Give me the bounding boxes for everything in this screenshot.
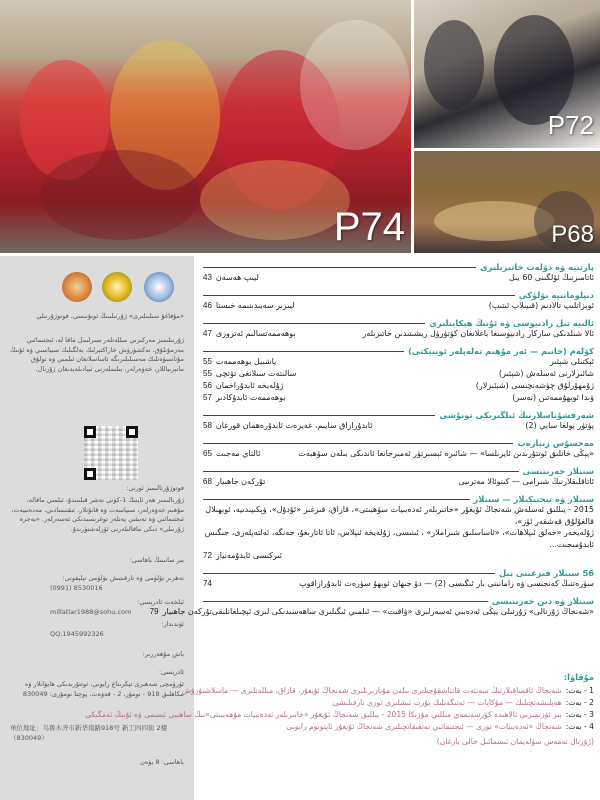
section-divider (203, 415, 435, 416)
toc-section-header (203, 466, 594, 476)
toc-entry-page: 56 (203, 381, 212, 390)
toc-section-header (203, 568, 594, 578)
price-note: باھاسى: 8 يۈەن (140, 758, 184, 766)
toc-multiline-text[interactable]: ژۇلەيخەر «خەلق ئىپلاھات»، «ئاساسلىق شىراملار» ، ئىنىسى، ژۇلەيخە ئىپلاس، ئاتا ئاتارىغۇ، جەنگە، ئەلتەپلەرى، جىگىس ئابدۇمىجىت... (204, 528, 594, 549)
toc-entry[interactable] (203, 476, 594, 488)
toc-entry-author: ئالتاي مەجىت (215, 449, 261, 458)
toc-entry-author: ژۇلەيخە ئابدۇراخمان (215, 381, 284, 390)
toc-entry-meta (203, 356, 276, 368)
toc-entry-meta-row (203, 550, 594, 562)
toc-section (203, 438, 594, 460)
toc-entry[interactable] (203, 392, 594, 404)
toc-entry-title: شائىرلارنى ئەسلەش (شېئىر) (498, 369, 594, 378)
qq-number[interactable]: QQ:1945992326 (50, 630, 104, 638)
toc-section-header (203, 410, 594, 420)
cover-row (181, 685, 594, 697)
toc-entry-title: ئاتامىزنىڭ ئۆلگىنى 60 يىل (508, 273, 594, 282)
toc-entry-meta (203, 392, 285, 404)
toc-entry-author: ئابدۇرازاق سايىم، غەيرەت ئابدۇرەھمان قورغان (215, 421, 373, 430)
toc-entry-title: ئوبزاتلىپ تالادىم (قىيىلاپ ئىتىپ) (488, 301, 594, 310)
toc-entry-author: سالىتەت سىلانغى تۆتچى (215, 369, 297, 378)
address-text: ئۈرۈمچى شەھىرى تېڭرىتاغ رايونى، ئوتتۇرىدىكى ھايۋانلار ۋە نىكاھلىق 918 - نومۇر، 2 - قەۋەت، پوچتا نومۇرى: 830049 (22, 680, 184, 698)
toc-entry-page: 65 (203, 449, 212, 458)
phone-label: تەھرىر بۆلۈمى ۋە تارقىتىش بۆلۈمى تېلېفونى: (62, 574, 184, 582)
qr-corner-icon (84, 426, 96, 438)
toc-section-header (203, 438, 594, 448)
toc-entry-title: ژۇمھۇرلۇق چۈشەنچىسى (شېئىرلار) (475, 381, 594, 390)
photo-gathering (414, 151, 600, 253)
qr-code-icon[interactable] (84, 426, 138, 480)
qr-corner-icon (126, 426, 138, 438)
section-divider (203, 267, 476, 268)
publisher-logo-icon (62, 272, 92, 302)
section-divider (203, 471, 519, 472)
toc-section-title: سىنلار ۋە دىن خەزىنىسى (491, 596, 594, 606)
toc-entry[interactable] (203, 448, 594, 460)
toc-entry-author: ئىركىسى ئابدۇمەنياز (215, 551, 282, 560)
price-label: بىر سانىنىڭ باھاسى: (129, 556, 184, 564)
toc-entry-title: سۈرەتنىڭ كەنجىسى ۋە زامانىنى بار ئىگىسى (2) — دۆ جىھان ئوبھۇ سۈرەت ئابدۇرازاقوپ (299, 579, 594, 588)
toc-section (203, 262, 594, 284)
toc-entry-page: 72 (203, 551, 212, 560)
publish-info: ژۇرنالىمىز ھەر ئاينىڭ 1-كۈنى نەشر قىلىنىدۇ، ئىلمىي ماقالە، مۇھىم خەۋەرلەر، سىياسەت ۋە قانۇنلار، ئىقتىسادىي، مەدەنىيەت، ئىجتىمائىي ۋە تەبىئىي پەنلەر توغرىسىدىكى ئەسەرلەر. «بەجرە ژۇرنىلى» دىكى ماقالىلەرنى ئۆزلەشتۈرىدۇ. (11, 496, 184, 533)
toc-entry-meta (203, 420, 372, 432)
toc-entry-meta (203, 380, 284, 392)
toc-entry-author: تۇركەن جاھىيار (215, 477, 266, 486)
cover-note: (ژۇرنال ئەمەس سۈلەيمان ئىسمائىل خالى يازغان) (436, 737, 594, 746)
page-label-p72: P72 (547, 110, 594, 140)
toc-entry-title: «شەنجاڭ ژۇرنالى» ژۇرنىلى يېڭى ئەدەبىي ئەسەرلىرى «ۋاقىت» — ئىلمىي ئىگىلىرى ساھەسىدىكى لىرى ئېچىلغانلىقى (212, 607, 594, 616)
toc-section-title: دىپلوماتىيە بۆلۈكى (518, 290, 594, 300)
section-divider (203, 573, 495, 574)
toc-entry-page: 47 (203, 329, 212, 338)
toc-entry-page: 79 (149, 607, 159, 616)
toc-entry-title: پۈتۈر پولغا ساېي (2) (525, 421, 594, 430)
description-text: ژۇرنىلىمىز مەركىزىي مىللەتلەر سىرلىمل ماقا لە، ئىجتىمائىي مەزمۇنلۇق، تەكشۈرۈش خاراكتېرلىك بەلگىلىك سىياسىي ۋە ئۇنىڭ مۇناسىۋەتلىك مەسىلىلىرىگە ئاساسلانغان ئىلمىي ۋە تولۇق ماتېرىياللار، خەۋەرلەر، بىلىملەرنى ئىپادىلەيدىغان ژۇرنال. (9, 336, 184, 373)
toc-section-header (203, 290, 594, 300)
toc-entry-page: 74 (203, 579, 212, 588)
section-divider (203, 323, 425, 324)
cover-row-text: شەنجاڭ «ئەدەبىيات» تورى — ئىجتىمائىي تەتقىقاتچىلىرى شەنجاڭ ئۇيغۇر ئاپتونوم رايونى (286, 722, 562, 731)
toc-entry[interactable] (203, 420, 594, 432)
toc-entry[interactable] (203, 272, 594, 284)
toc-entry-title: ئالا شىلدىكى ساركار رادىيوسىغا باغلانغان كۆتۈرۈل ريشىتىدىن خاتىرىلەر (362, 329, 594, 338)
toc-entry-author: ليىپ ھەسەن (215, 273, 259, 282)
cover-row-label: 3 - بەت: (565, 710, 594, 719)
toc-entry-page: 55 (203, 357, 212, 366)
section-divider (203, 443, 513, 444)
toc-entry[interactable] (203, 380, 594, 392)
cover-row-label: 4 - بەت: (565, 722, 594, 731)
toc-section-header (203, 596, 594, 606)
toc-entry-author: ليىزىر سەيىدىنىمە خىستا (215, 301, 295, 310)
toc-section-header (203, 494, 594, 504)
qq-label: ئۈندىدار: (161, 620, 184, 628)
toc-entry-author: بوھەممەتسالىم ئەتروزى (215, 329, 296, 338)
intro-text: «مۇقاغۇ سىلىنلىرى» ژۇرنىلىنىڭ ئوبۇنىسى، فوتوژۇرنىلى (36, 312, 184, 320)
toc-section (203, 290, 594, 312)
toc-entry-author: تۇركەن جاھىيار (162, 607, 213, 616)
cover-row-text: بىز ئۆزىمىزنى ئالاھىدە كۆرسەتمەي مىللىي مۇزىكا 2015 - يىللىق شەنجاڭ ئۇيغۇر «خاتىرىلەر ئەدەبىيات مۇھەببىتى»نىڭ ساھىبى ئىسمى ۋە ئۇنىڭ ئەمگىكى (85, 710, 562, 719)
cover-row (85, 709, 594, 721)
toc-section-title: پارتىيە ۋە دۆلەت خاتىرىلىرى (480, 262, 594, 272)
toc-section (203, 568, 594, 590)
section-divider (203, 295, 515, 296)
address-label: ئادرېسى: (158, 668, 184, 676)
section-divider (203, 499, 470, 500)
toc-section-title: مەخسۇس زىيارەت (517, 438, 594, 448)
qr-corner-icon (84, 468, 96, 480)
toc-entry[interactable] (149, 606, 594, 618)
cover-row-label: 2 - بەت: (565, 698, 594, 707)
toc-entry[interactable] (203, 356, 594, 368)
qr-caption: فوتوژۇرنالىمىز ئورنى: (126, 484, 184, 492)
toc-entry-meta (203, 328, 296, 340)
toc-entry[interactable] (203, 578, 594, 590)
toc-entry-page: 46 (203, 301, 212, 310)
toc-entry-page: 55 (203, 369, 212, 378)
cover-photo-group (0, 0, 411, 253)
toc-section-header (203, 318, 594, 328)
toc-section-header (203, 262, 594, 272)
toc-entry-author: بوھەممەت ئابدۇكادىر (215, 393, 286, 402)
toc-entry[interactable] (203, 300, 594, 312)
toc-section (203, 346, 594, 404)
crowd-shape-6 (200, 160, 350, 240)
toc-entry-meta (203, 368, 296, 380)
toc-entry-author: ياشىيل بوھەممەت (215, 357, 277, 366)
toc-section (203, 410, 594, 432)
toc-section-title: كۆلەم (خانىم — ئەر مۇھىم تەلەپلەر ئوبىيكتى) (408, 346, 594, 356)
section-divider (203, 351, 404, 352)
toc-entry-meta (203, 300, 294, 312)
crowd-shape-5 (40, 150, 200, 240)
cover-row (203, 721, 594, 733)
toc-section-title: شەرقشۇناسلارنىڭ ئىلگىرىكى تونۇشى (439, 410, 594, 420)
toc-section (203, 466, 594, 488)
email-address[interactable]: millatlar1988@sohu.com (50, 608, 132, 616)
toc-entry-page: 43 (203, 273, 212, 282)
section-divider (203, 601, 488, 602)
toc-entry-title: ئېكتىلى شېئىر (549, 357, 594, 366)
toc-entry[interactable] (203, 368, 594, 380)
address-chinese: 单位地址：乌鲁木齐市新华南路918号 新工四四街 2楼（830049） (10, 724, 168, 742)
email-label: ئېلخەت ئادرېسى: (137, 598, 184, 606)
award-logo-icon (102, 272, 132, 302)
cover-heading: مۇقاۋا: (563, 672, 594, 682)
cover-row (203, 697, 594, 709)
toc-entry-page: 57 (203, 393, 212, 402)
toc-entry[interactable] (203, 328, 594, 340)
cover-row-text: ھەيلىشەتچىلىك — مۇكاپات — ئەتىگەنلىك يۇرت ئىشلىرى تورى تارقىلىشى (332, 698, 562, 707)
toc-entry-meta (203, 578, 216, 590)
toc-entry-meta (203, 272, 259, 284)
toc-entry-page: 58 (203, 421, 212, 430)
person-shape-left (424, 20, 484, 110)
cover-rows (85, 685, 594, 733)
association-logo-icon (144, 272, 174, 302)
toc-section-title: سىنلار خەرىتىسى (522, 466, 594, 476)
toc-section (203, 318, 594, 340)
toc-entry-meta (203, 476, 265, 488)
crowd-shape-4 (300, 20, 410, 150)
logo-row (62, 272, 182, 306)
page-label-p68: P68 (551, 221, 594, 248)
photo-men-press (414, 0, 600, 148)
toc-section-title: ئالىيە تىل رادىيوسى ۋە ئۇنىڭ ھېكايىلىرى (429, 318, 594, 328)
toc-section (203, 494, 594, 562)
toc-multiline-text[interactable]: 2015 - يىللىق ئەسلەش شەنجاڭ ئۇيغۇر «خاتىرىلەر ئەدەبىيات سۆھبىتى»، قازاق، قىرغىز «ئۇدۇل»، ۋېكىپىدىيە، ئوبھىلال قالغۇلۇق قەشقەر ئۆز»، (205, 505, 594, 526)
toc-entry-title: ۋىدا ئوبھۇممەتىن (نەسر) (512, 393, 594, 402)
toc-entry-page: 68 (203, 477, 212, 486)
toc-section-title: سىنلار ۋە تېخنىكىلار — سىنلار (473, 494, 594, 504)
toc-entry-meta (203, 448, 260, 460)
page-label-p74: P74 (333, 205, 405, 249)
toc-entry-meta (150, 606, 212, 618)
toc-section-title: 56 سىنلار قىزغىنى تىل (499, 568, 594, 578)
person-shape-right (494, 15, 574, 125)
phone-number[interactable]: (0991) 8530016 (50, 584, 103, 592)
editor-label: باش مۇھەررىر: (142, 650, 184, 658)
toc-entry-title: ئاتاقلىقلارنىڭ شىرامى — كىنوئالا مەترىيى (458, 477, 594, 486)
toc-section-header (203, 346, 594, 356)
cover-row-label: 1 - بەت: (565, 686, 594, 695)
toc-entry-title: «يېڭى خانلىق ئوتتۇرىدىن ئايرىلسا» — شائىرە ئېسىرتۈر ئەمىرجانغا ئاندىكى بىلەن سۆھبەت (298, 449, 594, 458)
cover-row-text: شەنجاڭ ئاقساقىلارنىڭ سەنئەت قاتناشقۇچىلىرى بىلەن مۇنازىرىلىرى شەنجاڭ ئۇيغۇر، قازاق، مىللەتلىرى — ماسلاشتۇرۇش (181, 686, 562, 695)
